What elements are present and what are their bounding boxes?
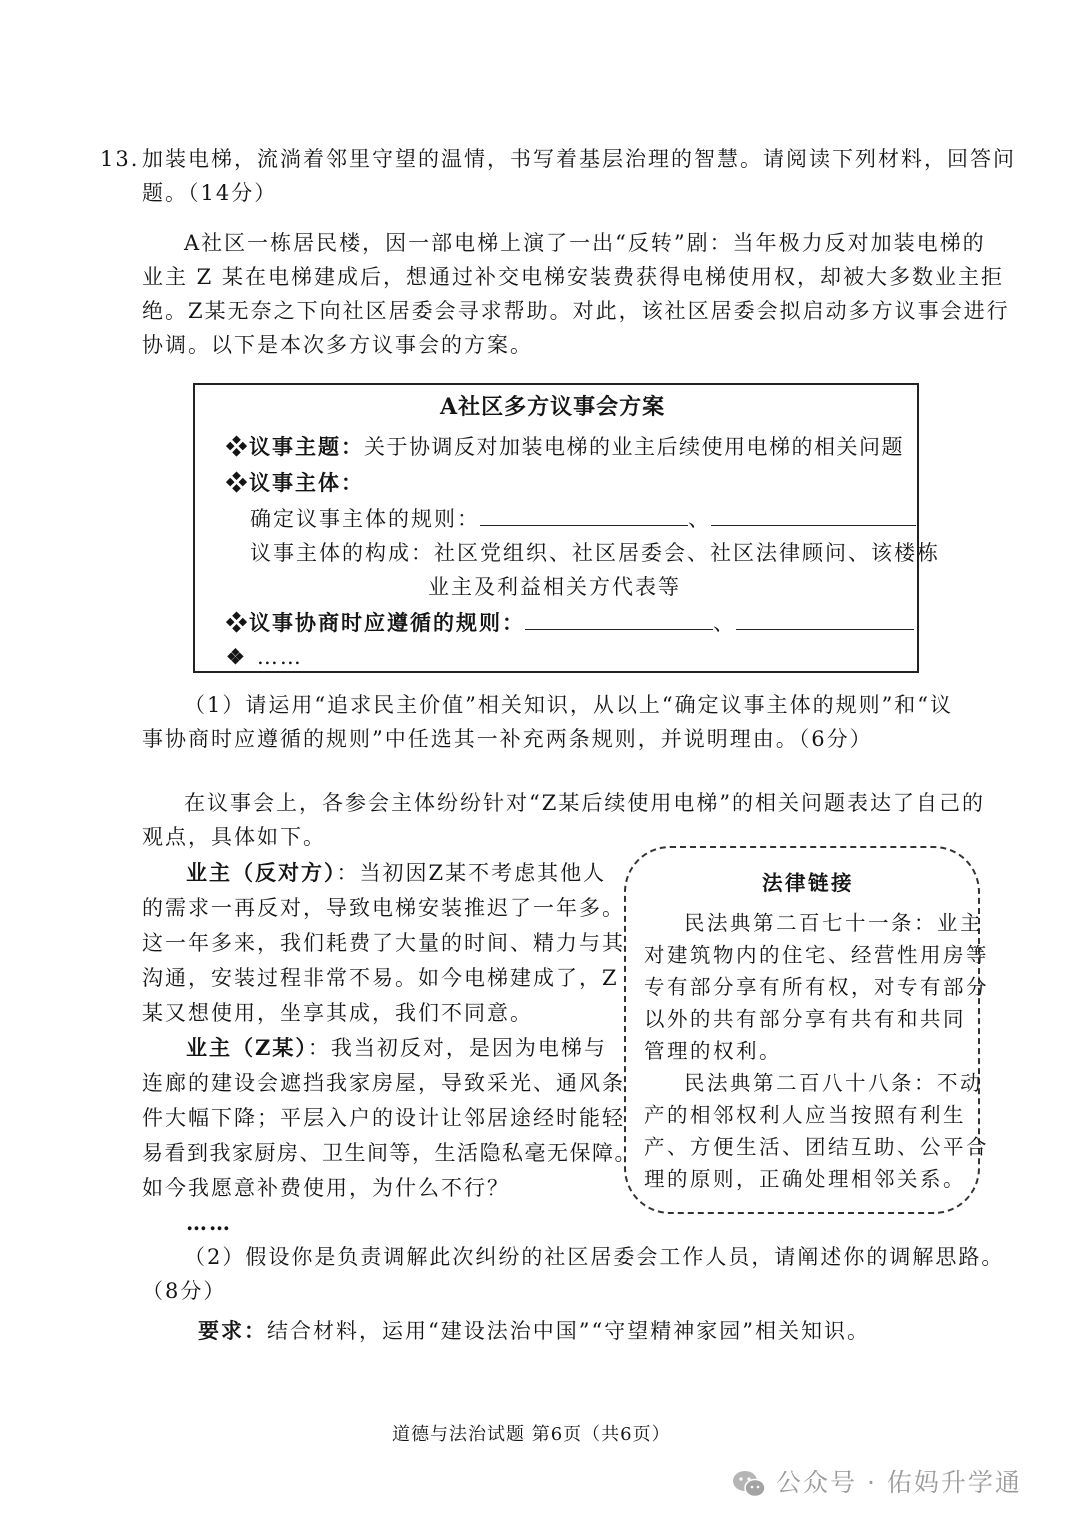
owner-oppose-line-4: 沟通，安装过程非常不易。如今电梯建成了，Z xyxy=(142,966,619,990)
meeting-line-2: 观点，具体如下。 xyxy=(142,825,326,849)
page-footer: 道德与法治试题 第6页（共6页） xyxy=(392,1424,671,1445)
rule-separator: 、 xyxy=(688,507,711,531)
owner-z-line-4: 易看到我家厨房、卫生间等，生活隐私毫无保障。 xyxy=(142,1141,637,1165)
requirement-label: 要求： xyxy=(198,1318,267,1343)
scheme-consult-label: ❖议事协商时应遵循的规则： xyxy=(226,610,525,635)
scheme-composition-line-1: 社区党组织、社区居委会、社区法律顾问、该楼栋 xyxy=(434,541,940,565)
rule-blank-2[interactable] xyxy=(711,503,916,526)
wechat-icon xyxy=(731,1468,767,1500)
rule-blank-1[interactable] xyxy=(480,503,688,526)
scheme-topic-label: ❖议事主题： xyxy=(226,434,364,459)
owner-oppose-line-2: 的需求一再反对，导致电梯安装推迟了一年多。 xyxy=(142,896,625,920)
intro-line-1: A社区一栋居民楼，因一部电梯上演了一出“反转”剧：当年极力反对加装电梯的 xyxy=(184,231,986,255)
law-line-5: 管理的权利。 xyxy=(644,1039,782,1063)
scheme-topic-text: 关于协调反对加装电梯的业主后续使用电梯的相关问题 xyxy=(364,435,904,459)
scheme-composition-label: 议事主体的构成： xyxy=(250,541,434,565)
law-link-title: 法律链接 xyxy=(762,871,854,895)
owner-z-line-2: 连廊的建设会遮挡我家房屋，导致采光、通风条 xyxy=(142,1071,625,1095)
consult-blank-1[interactable] xyxy=(525,607,713,630)
law-line-4: 以外的共有部分享有共有和共同 xyxy=(644,1007,966,1031)
watermark-text: 公众号 · 佑妈升学通 xyxy=(776,1468,1022,1497)
law-line-6: 民法典第二百八十八条：不动 xyxy=(684,1071,983,1095)
scheme-composition-line-2: 业主及利益相关方代表等 xyxy=(428,575,681,599)
law-line-8: 产、方便生活、团结互助、公平合 xyxy=(644,1135,989,1159)
law-line-9: 理的原则，正确处理相邻关系。 xyxy=(644,1167,966,1191)
owner-oppose-line-3: 这一年多来，我们耗费了大量的时间、精力与其 xyxy=(142,931,625,955)
owner-z-line-5: 如今我愿意补费使用，为什么不行？ xyxy=(142,1176,510,1200)
scheme-more-text: …… xyxy=(256,645,303,669)
scheme-more-bullet: ❖ xyxy=(226,644,247,669)
q1-line-1: （1）请运用“追求民主价值”相关知识，从以上“确定议事主体的规则”和“议 xyxy=(184,693,954,717)
owner-oppose-label: 业主（反对方） xyxy=(186,860,337,885)
consult-separator: 、 xyxy=(713,611,736,635)
owner-z-label: 业主（Z某） xyxy=(186,1035,308,1060)
q2-line-2: （8分） xyxy=(142,1279,227,1303)
law-line-2: 对建筑物内的住宅、经营性用房等 xyxy=(644,943,989,967)
owner-oppose-first: ：当初因Z某不考虑其他人 xyxy=(336,861,607,885)
intro-line-3: 绝。Z某无奈之下向社区居委会寻求帮助。对此，该社区居委会拟启动多方议事会进行 xyxy=(142,299,1010,323)
opinions-ellipsis: …… xyxy=(186,1210,232,1235)
owner-oppose-line-5: 某又想使用，坐享其成，我们不同意。 xyxy=(142,1001,533,1025)
question-stem-line-1: 加装电梯，流淌着邻里守望的温情，书写着基层治理的智慧。请阅读下列材料，回答问 xyxy=(142,147,1016,171)
law-line-3: 专有部分享有所有权，对专有部分 xyxy=(644,975,989,999)
owner-z-line-3: 件大幅下降；平层入户的设计让邻居途经时能轻 xyxy=(142,1106,625,1130)
meeting-line-1: 在议事会上，各参会主体纷纷针对“Z某后续使用电梯”的相关问题表达了自己的 xyxy=(184,791,986,815)
scheme-subject-label: ❖议事主体： xyxy=(226,470,364,495)
consult-blank-2[interactable] xyxy=(736,607,914,630)
question-stem-line-2: 题。（14分） xyxy=(142,181,278,205)
question-number: 13. xyxy=(100,147,140,171)
requirement-text: 结合材料，运用“建设法治中国”“守望精神家园”相关知识。 xyxy=(267,1319,870,1343)
owner-z-first: ：我当初反对，是因为电梯与 xyxy=(307,1036,607,1060)
intro-line-2: 业主 Z 某在电梯建成后，想通过补交电梯安装费获得电梯使用权，却被大多数业主拒 xyxy=(142,265,1004,289)
law-line-7: 产的相邻权利人应当按照有利生 xyxy=(644,1103,966,1127)
law-line-1: 民法典第二百七十一条：业主 xyxy=(684,911,983,935)
q1-line-2: 事协商时应遵循的规则”中任选其一补充两条规则，并说明理由。（6分） xyxy=(142,727,873,751)
q2-line-1: （2）假设你是负责调解此次纠纷的社区居委会工作人员，请阐述你的调解思路。 xyxy=(184,1245,1005,1269)
scheme-rule-label: 确定议事主体的规则： xyxy=(250,507,480,531)
intro-line-4: 协调。以下是本次多方议事会的方案。 xyxy=(142,333,533,357)
scheme-title: A社区多方议事会方案 xyxy=(440,394,666,420)
